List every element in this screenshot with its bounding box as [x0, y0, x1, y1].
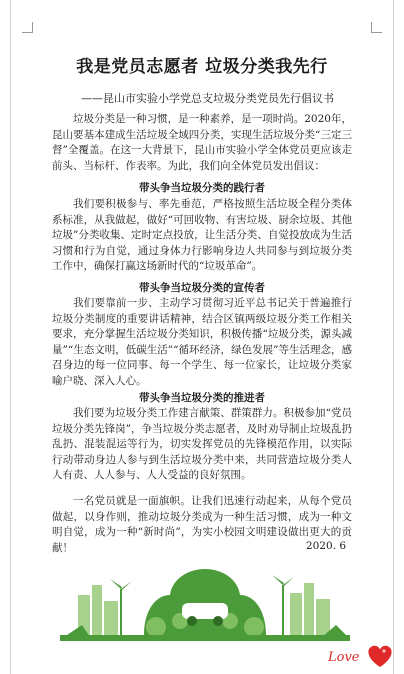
section-body-driver: 我们要为垃圾分类工作建言献策、群策群力。积极参加“党员垃圾分类先锋岗”，争当垃圾分类志愿者，及时劝导制止垃圾乱扔乱扔、混装混运等行为，切实发挥党员的先锋模范作用，以实际行动带动身边人参与到生活垃圾分类中来，共同营造垃圾分类人人有责、人人参与、人人受益的良好氛围。 [52, 407, 352, 481]
crop-mark-top-left [22, 22, 33, 33]
eco-city-illustration [60, 555, 350, 647]
document-subtitle: ——昆山市实验小学党总支垃圾分类党员先行倡议书 [81, 92, 334, 105]
section-body-practitioner: 我们要积极参与、率先垂范，严格按照生活垃圾全程分类体系标准，从我做起，做好“可回收物、有害垃圾、厨余垃圾、其他垃圾”分类收集、定时定点投放，让生活分类、自觉投放成为生活习惯和行为自觉，通过身体力行影响身边人共同参与到垃圾分类工作中，确保打赢这场新时代的“垃圾革命”。 [52, 198, 352, 272]
intro-paragraph: 垃圾分类是一种习惯，是一种素养，是一项时尚。2020年，昆山要基本建成生活垃圾全域四分类，实现生活垃圾分类“三定三督”全覆盖。在这一大背景下，昆山市实验小学全体党员更应该走前头、当标杆、作表率。为此，我们向全体党员发出倡议： [52, 113, 352, 172]
love-text: Love [328, 650, 360, 665]
document-title: 我是党员志愿者 垃圾分类我先行 [76, 57, 328, 77]
love-heart-decoration [326, 640, 396, 670]
heart-icon [368, 646, 391, 667]
section-heading-promoter: 带头争当垃圾分类的宣传者 [139, 282, 265, 294]
section-heading-driver: 带头争当垃圾分类的推进者 [139, 392, 265, 404]
section-body-promoter: 我们要靠前一步、主动学习贯彻习近平总书记关于普遍推行垃圾分类制度的重要讲话精神，结合区镇两级垃圾分类工作相关要求，充分掌握生活垃圾分类知识，积极传播“垃圾分类，源头减量”“生态文明，低碳生活”“循环经济，绿色发展”等生活理念，感召身边的每一位同事、每一个学生、每一位家长，让垃圾分类家喻户晓、深入人心。 [52, 297, 352, 387]
closing-paragraph: 一名党员就是一面旗帜。让我们迅速行动起来，从每个党员做起，以身作则，推动垃圾分类成为一种生活习惯，成为一种文明自觉，成为一种“新时尚”，为实小校园文明建设做出更大的贡献！ [52, 495, 352, 554]
crop-mark-top-right [371, 22, 382, 33]
section-heading-practitioner: 带头争当垃圾分类的践行者 [139, 182, 265, 194]
ground-strip [60, 635, 350, 641]
document-date: 2020. 6 [305, 540, 346, 552]
heart-highlight [382, 649, 385, 652]
